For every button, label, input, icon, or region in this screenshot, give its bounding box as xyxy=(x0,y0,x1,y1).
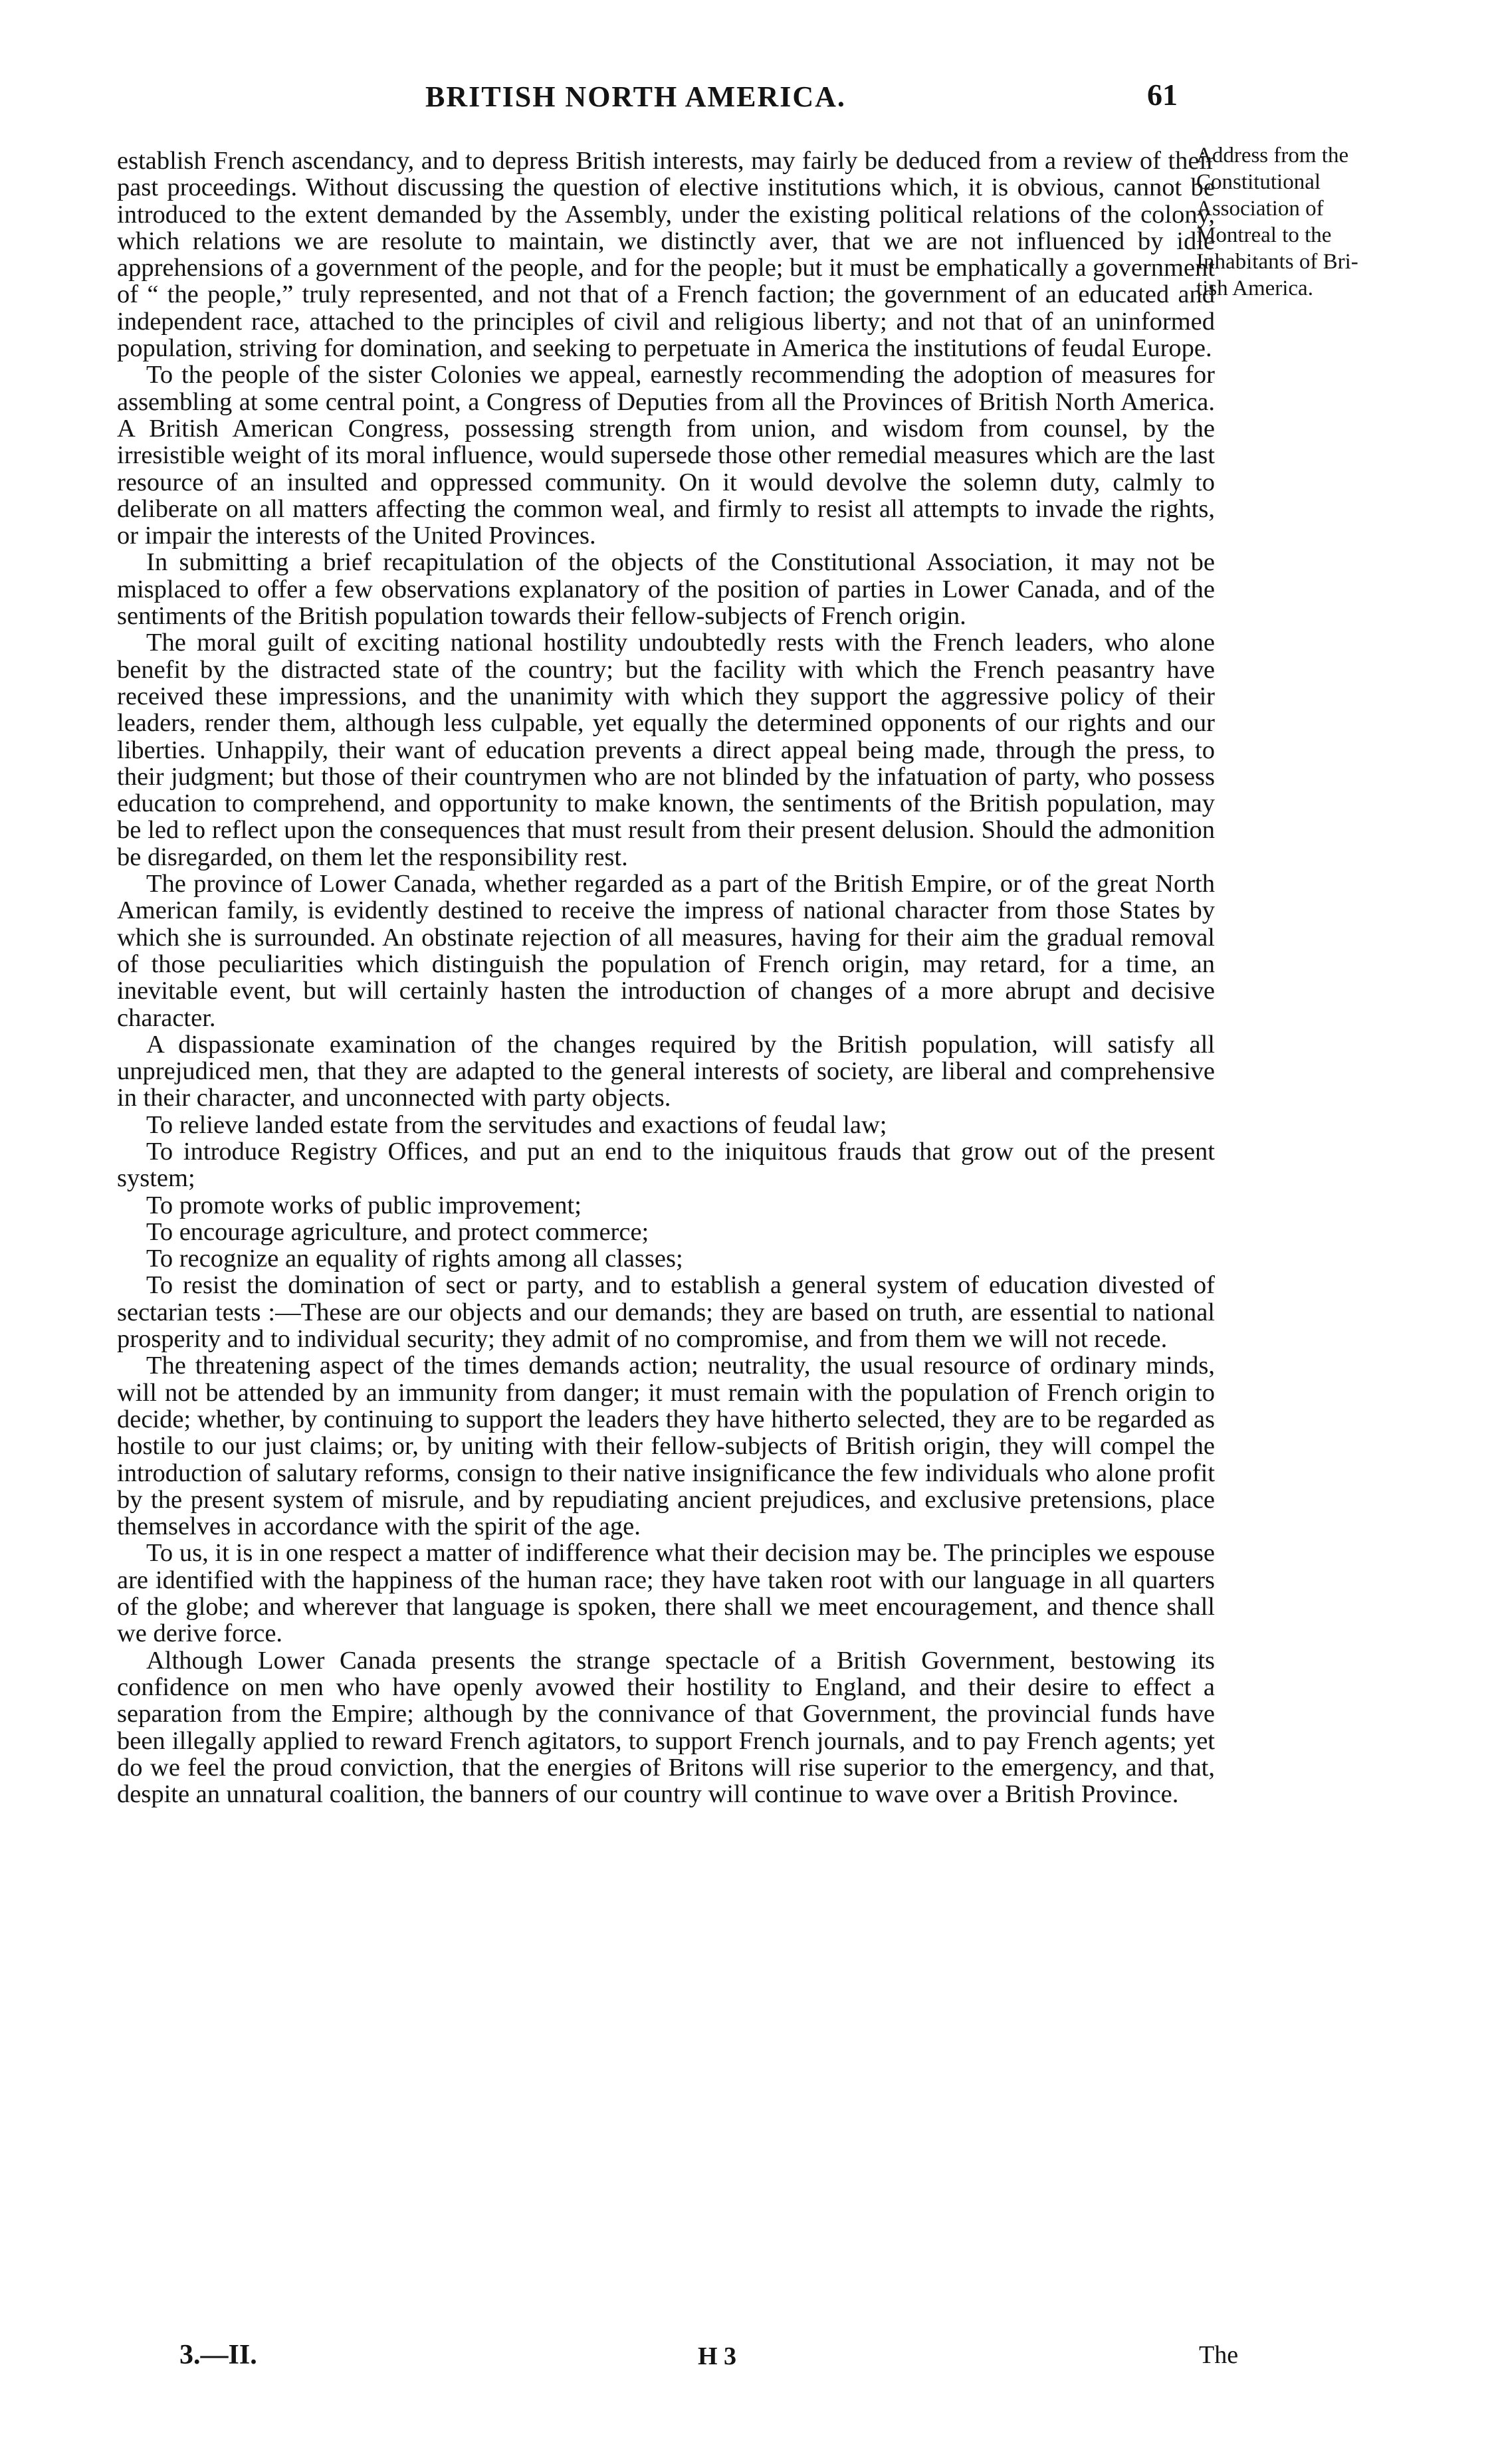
paragraph: A dispassionate examination of the changes required by the British population, will satisfy all unprejudiced men, that they are adapted to the general interests of society, are liberal and comprehensive in their character, and unconnected with party objects. xyxy=(117,1030,1215,1112)
sheet-mark: H 3 xyxy=(698,2342,737,2370)
paragraph: To the people of the sister Colonies we appeal, earnestly recommending the adoption of measures for assembling at some central point, a Congress of Deputies from all the Provinces of British North America. A British American Congress, possessing strength from union, and wisdom from counsel, by the irresistible weight of its moral influence, would supersede those other remedial measures which are the last resource of an insulted and oppressed community. On it would devolve the solemn duty, calmly to deliberate on all matters affecting the common weal, and firmly to resist all attempts to invade the rights, or impair the interests of the United Provinces. xyxy=(117,361,1215,550)
paragraph: The province of Lower Canada, whether regarded as a part of the British Empire, or of the great North American family, is evidently destined to receive the impress of national character from those States by which she is surrounded. An obstinate rejection of all measures, having for their aim the gradual removal of those peculiarities which distinguish the population of French origin, may retard, for a time, an inevitable event, but will certainly hasten the introduction of changes of a more abrupt and decisive character. xyxy=(117,870,1215,1032)
paragraph: To us, it is in one respect a matter of indifference what their decision may be. The principles we espouse are identified with the happiness of the human race; they have taken root with our language in all quarters of the globe; and wherever that language is spoken, there shall we meet encouragement, and thence shall we derive force. xyxy=(117,1539,1215,1648)
objects-list-item: To encourage agriculture, and protect commerce; xyxy=(146,1217,649,1246)
paragraph: Although Lower Canada presents the strange spectacle of a British Government, bestowing its confidence on men who have openly avowed their hostility to England, and their desire to effect a separation from the Empire; although by the connivance of that Government, the provincial funds have been illegally applied to reward French agitators, to support French journals, and to pay French agents; yet do we feel the proud conviction, that the energies of Britons will rise superior to the emergency, and that, despite an unnatural coalition, the banners of our country will continue to wave over a British Province. xyxy=(117,1646,1215,1809)
catchword: The xyxy=(1199,2341,1239,2369)
running-title: BRITISH NORTH AMERICA. xyxy=(425,80,846,113)
objects-list-item: To relieve landed estate from the servitudes and exactions of feudal law; xyxy=(146,1110,887,1139)
signature-mark: 3.—II. xyxy=(179,2340,257,2370)
paragraph: The moral guilt of exciting national hostility undoubtedly rests with the French leaders, who alone benefit by the distracted state of the country; but the facility with which the French peasantry have received these impressions, and the unanimity with which they support the aggressive policy of their leaders, render them, although less culpable, yet equally the determined opponents of our rights and our liberties. Unhappily, their want of education prevents a direct appeal being made, through the press, to their judgment; but those of their countrymen who are not blinded by the infatuation of party, who possess education to comprehend, and opportunity to make known, the sentiments of the British population, may be led to reflect upon the consequences that must result from their present delusion. Should the admonition be disregarded, on them let the responsibility rest. xyxy=(117,629,1215,871)
objects-list-item: To recognize an equality of rights among all classes; xyxy=(146,1245,683,1273)
objects-list-item: To promote works of public improvement; xyxy=(146,1191,582,1219)
margin-note-line: Montreal to the xyxy=(1196,223,1332,247)
paragraph: In submitting a brief recapitulation of the objects of the Constitutional Association, it may not be misplaced to offer a few observations explanatory of the position of parties in Lower Canada, and of the sentiments of the British population towards their fellow-subjects of French origin. xyxy=(117,548,1215,631)
paragraph: The threatening aspect of the times demands action; neutrality, the usual resource of ordinary minds, will not be attended by an immunity from danger; it must remain with the population of French origin to decide; whether, by continuing to support the leaders they have hitherto selected, they are to be regarded as hostile to our just claims; or, by uniting with their fellow-subjects of British origin, they will compel the introduction of salutary reforms, consign to their native insignificance the few individuals who alone profit by the present system of misrule, and by repudiating ancient prejudices, and exclusive pretensions, place themselves in accordance with the spirit of the age. xyxy=(117,1352,1215,1541)
page-number: 61 xyxy=(1147,78,1178,112)
margin-note-line: Address from the xyxy=(1196,144,1349,167)
margin-note-line: Inhabitants of Bri- xyxy=(1196,250,1358,274)
objects-list-item: To resist the domination of sect or party, and to establish a general system of education divested of sectarian tests :—These are our objects and our demands; they are based on truth, are essential to national prosperity and to individual security; they admit of no compromise, and from them we will not recede. xyxy=(117,1271,1215,1354)
margin-note-line: Association of xyxy=(1196,197,1324,221)
margin-note-line: tish America. xyxy=(1196,276,1313,300)
objects-list-item: To introduce Registry Offices, and put an end to the iniquitous frauds that grow out of the present system; xyxy=(117,1137,1215,1193)
margin-note-line: Constitutional xyxy=(1196,170,1321,194)
paragraph: establish French ascendancy, and to depress British interests, may fairly be deduced from a review of their past proceedings. Without discussing the question of elective institutions which, it is obvious, cannot be introduced to the extent demanded by the Assembly, under the existing political relations of the colony, which relations we are resolute to maintain, we distinctly aver, that we are not influenced by idle apprehensions of a government of the people, and for the people; but it must be emphatically a government of “ the people,” truly represented, and not that of a French faction; the government of an educated and independent race, attached to the principles of civil and religious liberty; and not that of an uninformed population, striving for domination, and seeking to perpetuate in America the institutions of feudal Europe. xyxy=(117,147,1215,363)
body-text xyxy=(117,148,1215,1807)
margin-note xyxy=(1196,142,1396,302)
